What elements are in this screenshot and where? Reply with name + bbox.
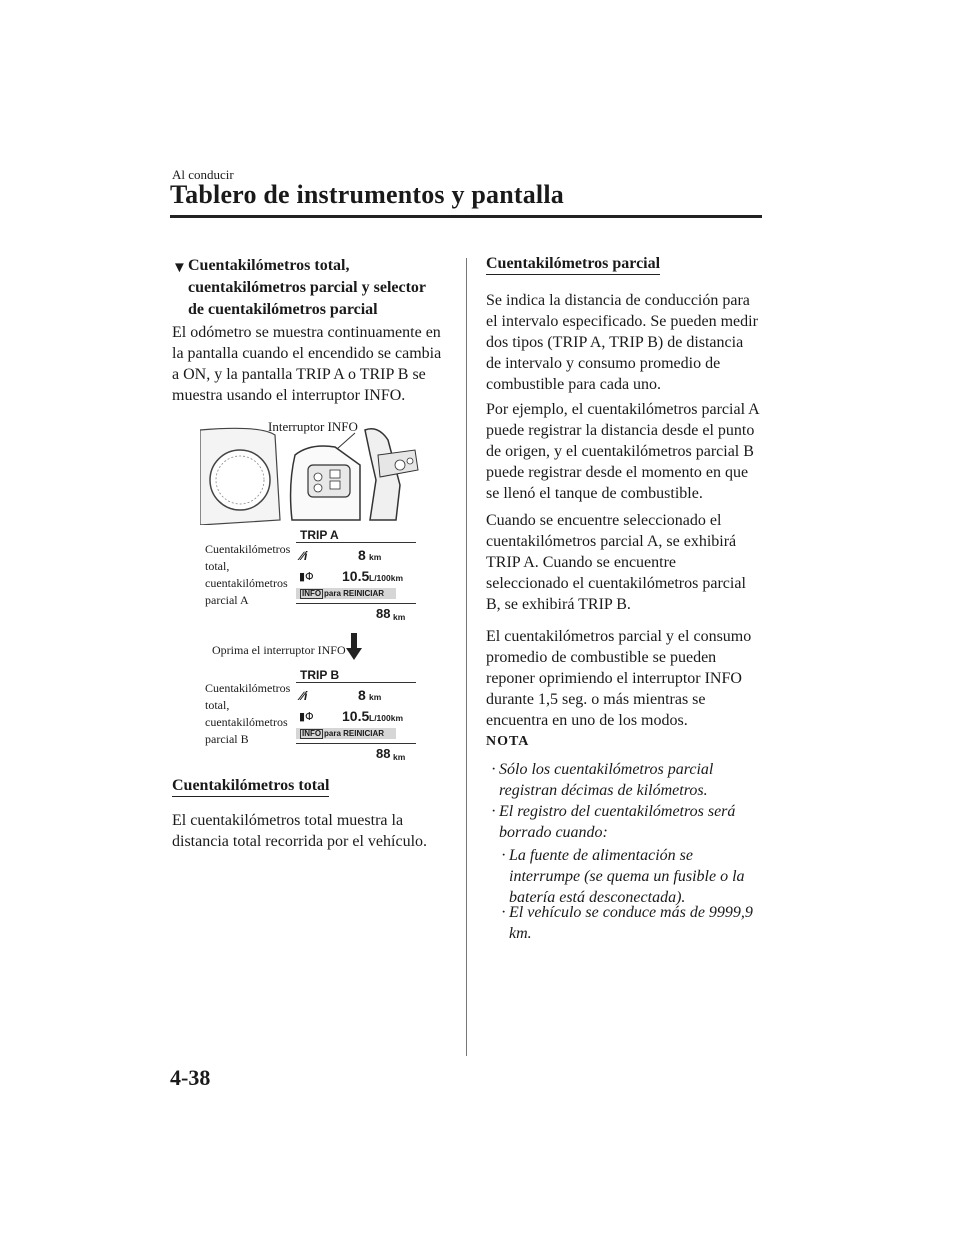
bullet-dot-icon: ·	[491, 803, 497, 820]
trip-a-consumption-unit: L/100km	[369, 573, 404, 583]
text-line: puede registrar la distancia desde el punto	[486, 422, 755, 439]
text-line: combustible para cada uno.	[486, 376, 662, 393]
trip-paragraph-3	[486, 510, 766, 615]
text-line: el intervalo especificado. Se pueden medir	[486, 313, 758, 330]
label-line: Cuentakilómetros	[205, 681, 291, 695]
trip-b-title: TRIP B	[300, 668, 340, 682]
trip-distance-icon: ∕∕i	[300, 549, 308, 563]
text-line: dos tipos (TRIP A, TRIP B) de distancia	[486, 334, 744, 351]
odometer-value: 88	[376, 606, 391, 621]
text-line: de intervalo y consumo promedio de	[486, 355, 721, 372]
heading-line: de cuentakilómetros parcial	[188, 301, 378, 318]
odometer-unit: km	[393, 612, 406, 622]
text-line: registran décimas de kilómetros.	[499, 782, 708, 799]
info-button-icon: INFO	[302, 589, 322, 598]
text-line: cuentakilómetros parcial A, se exhibirá	[486, 533, 737, 550]
text-line: promedio de combustible se pueden	[486, 649, 717, 666]
text-line: El registro del cuentakilómetros será	[499, 803, 736, 820]
panel-a-label	[205, 541, 290, 609]
odometer-heading: Cuentakilómetros total	[172, 777, 329, 797]
trip-a-distance: 8	[358, 547, 366, 563]
trip-a-display	[296, 526, 416, 626]
display-divider	[296, 603, 416, 604]
section-heading	[172, 255, 452, 321]
trip-b-consumption-unit: L/100km	[369, 713, 404, 723]
text-line: Cuando se encuentre seleccionado el	[486, 512, 722, 529]
note-heading: NOTA	[486, 734, 530, 749]
text-line: seleccionado el cuentakilómetros parcial	[486, 575, 746, 592]
reset-text: para REINICIAR	[324, 589, 385, 598]
label-line: parcial A	[205, 593, 249, 607]
trip-b-display	[296, 666, 416, 766]
triangle-marker-icon: ▼	[172, 260, 187, 276]
press-info-label: Oprima el interruptor INFO	[212, 643, 346, 657]
display-divider	[296, 682, 416, 683]
text-line: encuentra en uno de los modos.	[486, 712, 688, 729]
bullet-dot-icon: ·	[501, 904, 507, 921]
text-line: km.	[509, 925, 532, 942]
steering-wheel-illustration	[200, 425, 420, 525]
trip-a-title: TRIP A	[300, 528, 339, 542]
note-sub-bullet	[501, 902, 769, 944]
text-line: muestra usando el interruptor INFO.	[172, 387, 406, 404]
section-label: Al conducir	[172, 167, 234, 182]
odometer-unit: km	[393, 752, 406, 762]
text-line: La fuente de alimentación se	[509, 847, 693, 864]
label-line: total,	[205, 559, 230, 573]
text-line: Se indica la distancia de conducción para	[486, 292, 750, 309]
text-line: El cuentakilómetros total muestra la	[172, 812, 404, 829]
page-number: 4-38	[170, 1065, 211, 1090]
note-bullet	[491, 759, 769, 801]
display-divider	[296, 743, 416, 744]
text-line: reponer oprimiendo el interruptor INFO	[486, 670, 742, 687]
odometer-paragraph	[172, 810, 462, 852]
trip-distance-icon: ∕∕i	[300, 689, 308, 703]
fuel-consumption-icon: ▮Φ	[299, 710, 314, 723]
text-line: Sólo los cuentakilómetros parcial	[499, 761, 714, 778]
text-line: El cuentakilómetros parcial y el consumo	[486, 628, 752, 645]
arrow-down-icon	[346, 633, 362, 661]
text-line: borrado cuando:	[499, 824, 608, 841]
trip-b-distance: 8	[358, 687, 366, 703]
odometer-value: 88	[376, 746, 391, 761]
label-line: Cuentakilómetros	[205, 542, 291, 556]
trip-paragraph-1	[486, 290, 766, 395]
column-divider	[466, 258, 467, 1056]
trip-meter-heading: Cuentakilómetros parcial	[486, 255, 660, 275]
text-line: durante 1,5 seg. o más mientras se	[486, 691, 706, 708]
text-line: puede registrar desde el momento en que	[486, 464, 749, 481]
label-line: cuentakilómetros	[205, 715, 288, 729]
trip-a-distance-unit: km	[369, 552, 382, 562]
fuel-consumption-icon: ▮Φ	[299, 570, 314, 583]
label-line: parcial B	[205, 732, 249, 746]
label-line: total,	[205, 698, 230, 712]
label-line: cuentakilómetros	[205, 576, 288, 590]
panel-b-label	[205, 680, 290, 748]
text-line: El odómetro se muestra continuamente en	[172, 324, 441, 341]
odometer-heading-wrap	[172, 777, 329, 797]
heading-line: Cuentakilómetros total,	[188, 257, 350, 274]
text-line: de origen, y el cuentakilómetros parcial B	[486, 443, 754, 460]
trip-paragraph-2	[486, 399, 766, 504]
bullet-dot-icon: ·	[501, 847, 507, 864]
chapter-title: Tablero de instrumentos y pantalla	[170, 180, 564, 209]
trip-b-consumption: 10.5	[342, 708, 370, 724]
chapter-rule	[170, 215, 762, 218]
note-sub-bullet	[501, 845, 769, 908]
bullet-dot-icon: ·	[491, 761, 497, 778]
text-line: El vehículo se conduce más de 9999,9	[509, 904, 753, 921]
trip-paragraph-4	[486, 626, 766, 731]
reset-text: para REINICIAR	[324, 729, 385, 738]
text-line: batería está desconectada).	[509, 889, 686, 906]
info-switch-label: Interruptor INFO	[268, 419, 358, 434]
text-line: a ON, y la pantalla TRIP A o TRIP B se	[172, 366, 426, 383]
info-button-icon: INFO	[302, 729, 322, 738]
intro-paragraph	[172, 322, 462, 406]
text-line: B, se exhibirá TRIP B.	[486, 596, 631, 613]
text-line: interrumpe (se quema un fusible o la	[509, 868, 745, 885]
trip-heading-wrap	[486, 255, 660, 275]
text-line: TRIP A. Cuando se encuentre	[486, 554, 677, 571]
text-line: Por ejemplo, el cuentakilómetros parcial A	[486, 401, 760, 418]
trip-a-consumption: 10.5	[342, 568, 370, 584]
note-bullet	[491, 801, 769, 843]
text-line: se llenó el tanque de combustible.	[486, 485, 703, 502]
display-divider	[296, 542, 416, 543]
trip-b-distance-unit: km	[369, 692, 382, 702]
text-line: la pantalla cuando el encendido se cambia	[172, 345, 442, 362]
heading-line: cuentakilómetros parcial y selector	[188, 279, 427, 296]
text-line: distancia total recorrida por el vehículo.	[172, 833, 428, 850]
